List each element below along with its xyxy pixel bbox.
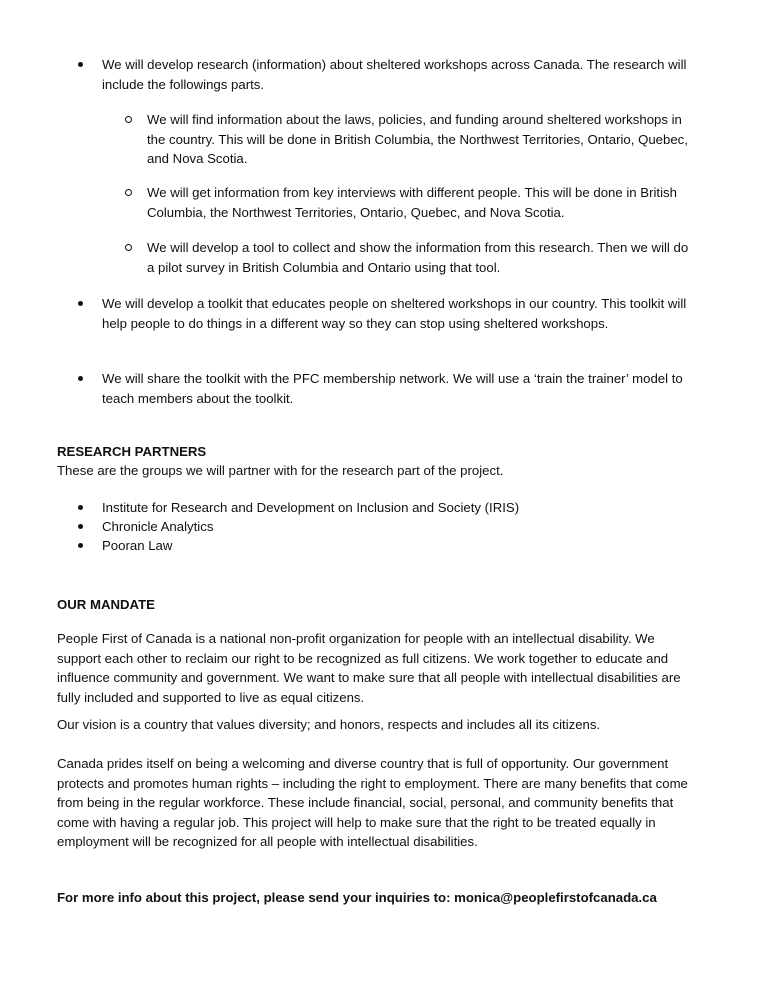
vision-paragraph: Our vision is a country that values diversity; and honors, respects and includes all its citizens. xyxy=(57,717,601,732)
sub-bullet-tool-survey xyxy=(147,238,697,277)
sub-bullet-interviews xyxy=(147,183,697,222)
sub-bullet-text: We will get information from key interviews with different people. This will be done in British Columbia, the Northwest Territories, Ontario, Quebec, and Nova Scotia. xyxy=(147,185,677,220)
sub-bullet-text: We will find information about the laws, policies, and funding around sheltered workshops in the country. This will be done in British Columbia, the Northwest Territories, Ontario, Quebec, and Nova Scotia. xyxy=(147,112,688,166)
bullet-text: We will develop research (information) about sheltered workshops across Canada. The research will include the followings parts. xyxy=(102,57,687,92)
partner-name: Chronicle Analytics xyxy=(102,519,214,534)
canada-paragraph: Canada prides itself on being a welcoming and diverse country that is full of opportunity. Our government protects and promotes human rights – including the right to employment. There are many benefits that come from being in the regular workforce. These include financial, social, personal, and community benefits that come with having a regular job. This project will help to make sure that the right to be treated equally in employment will be recognized for all people with intellectual disabilities. xyxy=(57,756,688,849)
circle-bullet-icon xyxy=(125,116,132,123)
circle-bullet-icon xyxy=(125,244,132,251)
bullet-icon xyxy=(78,62,83,67)
partner-item xyxy=(102,517,692,537)
bullet-text: We will share the toolkit with the PFC membership network. We will use a ‘train the trainer’ model to teach members about the toolkit. xyxy=(102,371,683,406)
research-partners-intro: These are the groups we will partner with for the research part of the project. xyxy=(57,463,504,478)
bullet-research-overview xyxy=(102,55,692,94)
bullet-toolkit xyxy=(102,294,692,333)
bullet-icon xyxy=(78,524,83,529)
mandate-heading: OUR MANDATE xyxy=(57,597,155,612)
partner-name: Pooran Law xyxy=(102,538,173,553)
bullet-text: We will develop a toolkit that educates people on sheltered workshops in our country. This toolkit will help people to do things in a different way so they can stop using sheltered workshops. xyxy=(102,296,687,331)
partner-item xyxy=(102,498,692,518)
circle-bullet-icon xyxy=(125,189,132,196)
bullet-icon xyxy=(78,376,83,381)
sub-bullet-laws-policies xyxy=(147,110,697,169)
contact-line: For more info about this project, please send your inquiries to: monica@peoplefirstofcanada.ca xyxy=(57,890,657,905)
bullet-icon xyxy=(78,301,83,306)
sub-bullet-text: We will develop a tool to collect and show the information from this research. Then we will do a pilot survey in British Columbia and Ontario using that tool. xyxy=(147,240,689,275)
bullet-icon xyxy=(78,505,83,510)
bullet-icon xyxy=(78,543,83,548)
bullet-share-toolkit xyxy=(102,369,692,408)
partner-item xyxy=(102,536,692,556)
mandate-paragraph: People First of Canada is a national non-profit organization for people with an intellectual disability. We support each other to reclaim our right to be recognized as full citizens. We work together to educate and influence community and government. We want to make sure that all people with intellectual disabilities are fully included and supported to live as equal citizens. xyxy=(57,631,681,705)
partner-name: Institute for Research and Development on Inclusion and Society (IRIS) xyxy=(102,500,520,515)
research-partners-heading: RESEARCH PARTNERS xyxy=(57,444,207,459)
